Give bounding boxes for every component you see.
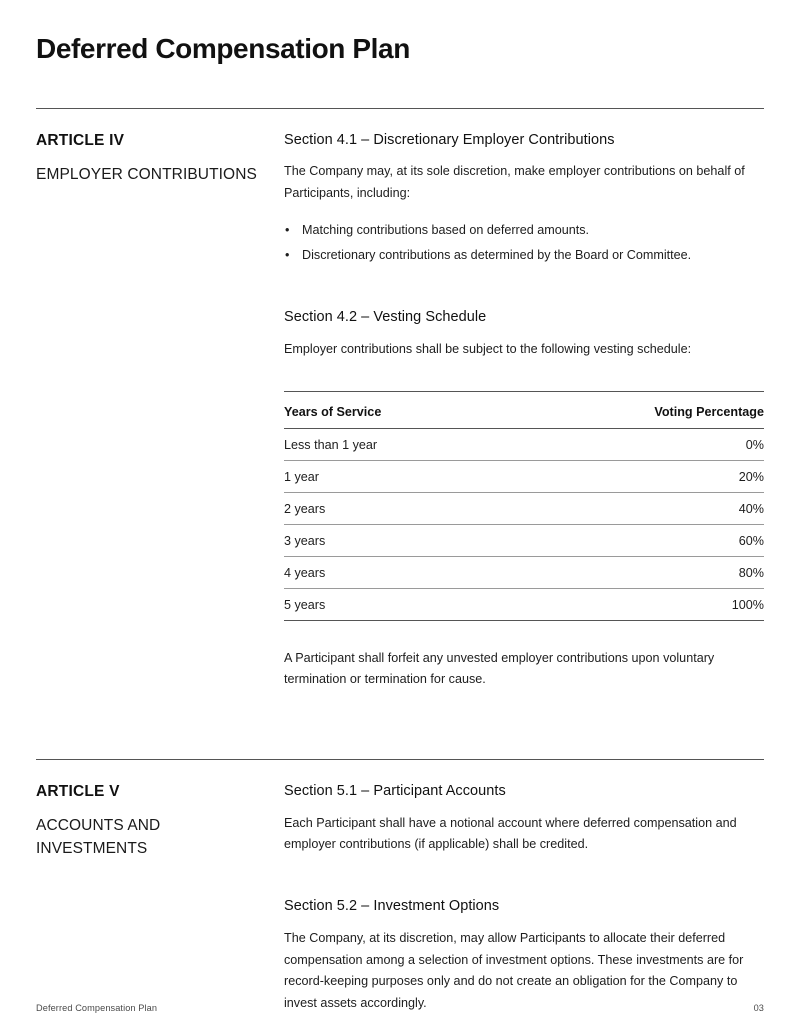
cell-percentage: 100% [510, 588, 764, 620]
table-row [284, 460, 764, 492]
article-block-iv [36, 109, 764, 691]
article-name-iv: EMPLOYER CONTRIBUTIONS [36, 165, 257, 183]
article-name-v: ACCOUNTS AND INVESTMENTS [36, 816, 161, 858]
section-5-2-heading: Section 5.2 – Investment Options [284, 898, 500, 915]
table-row [284, 492, 764, 524]
article-block-v [36, 760, 764, 1015]
article-content-column-iv [284, 131, 764, 691]
page-title: Deferred Compensation Plan [36, 33, 410, 64]
table-row [284, 428, 764, 460]
list-item [284, 245, 764, 267]
section-4-2-forfeit-paragraph: A Participant shall forfeit any unvested employer contributions upon voluntary termination or termination for cause. [284, 650, 715, 687]
cell-years: 2 years [284, 492, 510, 524]
table-row [284, 524, 764, 556]
section-4-1-paragraph: The Company may, at its sole discretion, make employer contributions on behalf of Participants, including: [284, 164, 745, 201]
section-5-1 [284, 782, 764, 856]
vesting-schedule-table [284, 391, 764, 621]
cell-years: Less than 1 year [284, 428, 510, 460]
section-4-1-heading: Section 4.1 – Discretionary Employer Contributions [284, 131, 615, 148]
section-5-1-heading: Section 5.1 – Participant Accounts [284, 782, 506, 799]
list-item-label: Discretionary contributions as determined by the Board or Committee. [302, 248, 692, 263]
bullet-icon: • [285, 248, 290, 263]
cell-years: 4 years [284, 556, 510, 588]
section-4-2-heading: Section 4.2 – Vesting Schedule [284, 309, 487, 326]
section-5-1-paragraph: Each Participant shall have a notional account where deferred compensation and employer contributions (if applicable) shall be credited. [284, 815, 737, 852]
cell-years: 3 years [284, 524, 510, 556]
article-content-column-v [284, 782, 764, 1015]
article-number-iv: ARTICLE IV [36, 131, 125, 149]
table-header-row [284, 391, 764, 428]
section-4-2 [284, 308, 764, 691]
list-item-label: Matching contributions based on deferred amounts. [302, 222, 590, 237]
cell-percentage: 20% [510, 460, 764, 492]
cell-percentage: 80% [510, 556, 764, 588]
cell-years: 5 years [284, 588, 510, 620]
cell-percentage: 60% [510, 524, 764, 556]
article-heading-column-v [36, 782, 284, 861]
footer-document-label: Deferred Compensation Plan [36, 1003, 158, 1013]
section-4-1 [284, 131, 764, 267]
section-4-1-bullet-list [284, 220, 764, 267]
article-number-v: ARTICLE V [36, 782, 120, 800]
cell-percentage: 40% [510, 492, 764, 524]
article-heading-column-iv [36, 131, 284, 186]
footer-page-number: 03 [753, 1003, 764, 1013]
article-gap-spacer [36, 691, 764, 759]
section-5-2-paragraph: The Company, at its discretion, may allow Participants to allocate their deferred compensation among a selection of investment options. These investments are for record-keeping purposes only and do not create an obligation for the Company to invest assets accordingly. [284, 930, 744, 1010]
bullet-icon: • [285, 222, 290, 237]
column-header-voting-percentage: Voting Percentage [510, 391, 764, 428]
table-row [284, 588, 764, 620]
page-footer [36, 1003, 764, 1013]
section-4-2-paragraph: Employer contributions shall be subject to the following vesting schedule: [284, 341, 692, 356]
list-item [284, 220, 764, 242]
cell-percentage: 0% [510, 428, 764, 460]
table-row [284, 556, 764, 588]
column-header-years-of-service: Years of Service [284, 391, 510, 428]
section-5-2 [284, 897, 764, 1014]
cell-years: 1 year [284, 460, 510, 492]
